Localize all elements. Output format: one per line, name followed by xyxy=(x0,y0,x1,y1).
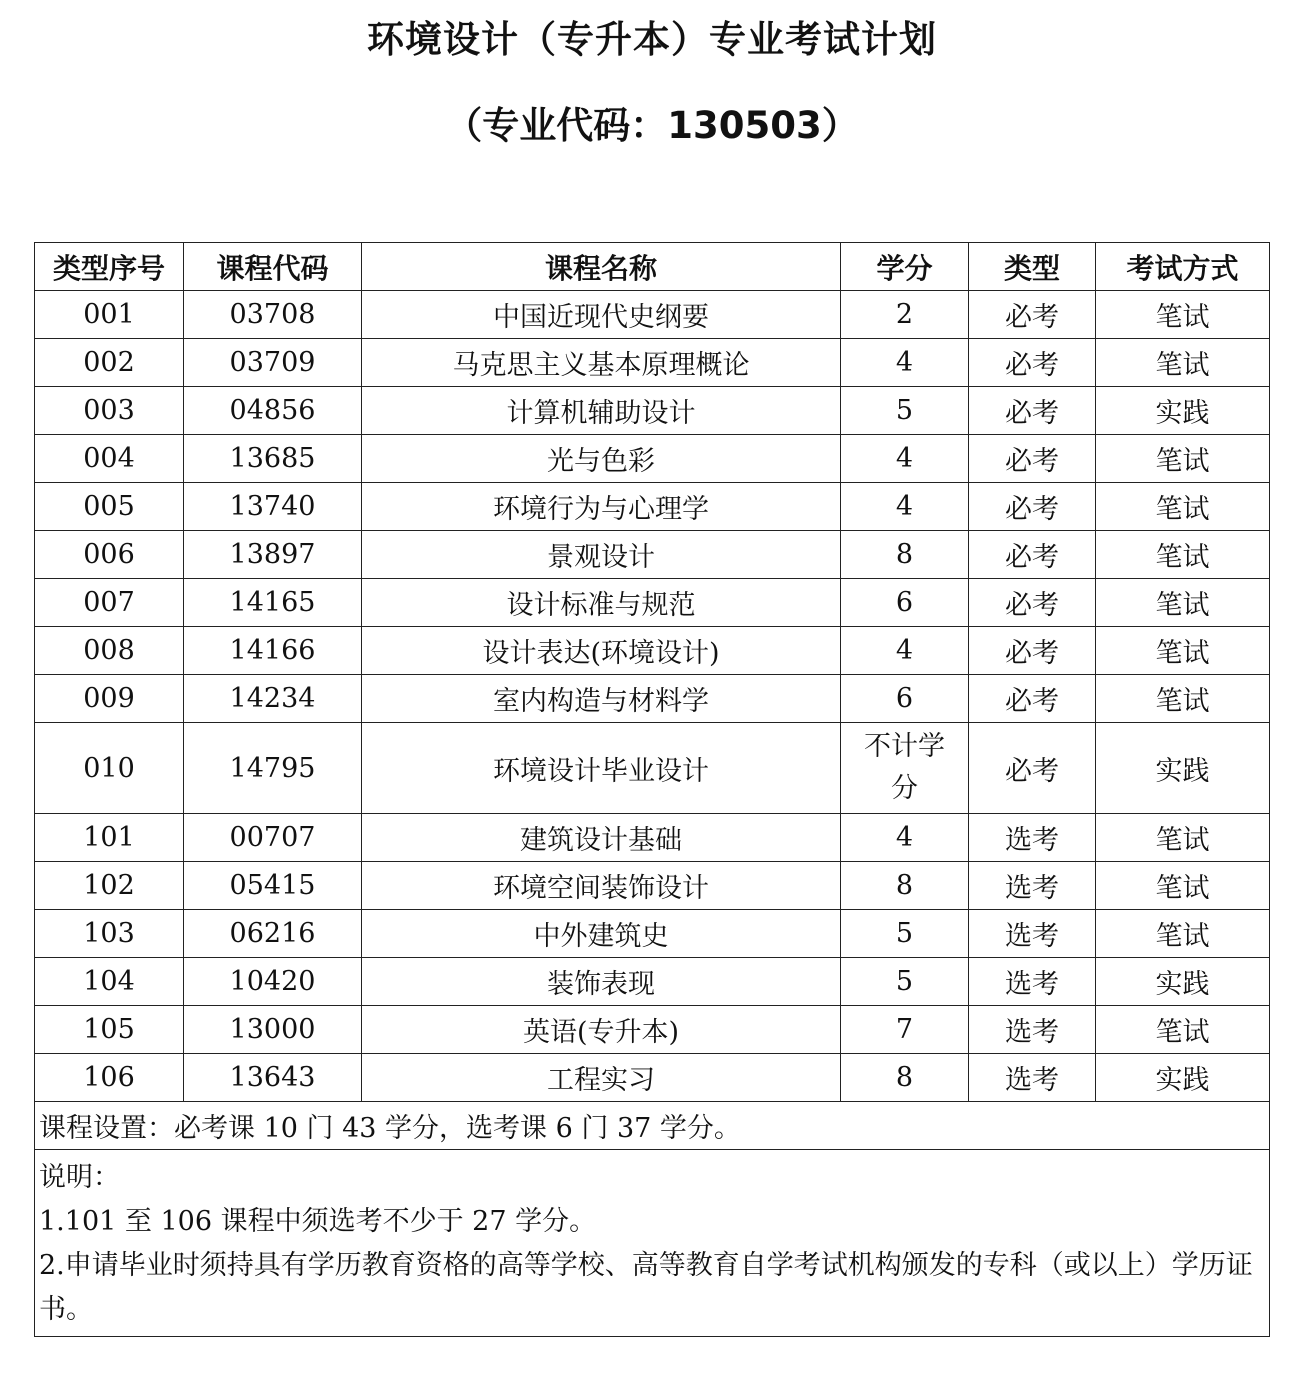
cell-type-number: 004 xyxy=(35,435,184,483)
cell-exam-method: 实践 xyxy=(1096,723,1270,814)
cell-exam-method: 笔试 xyxy=(1096,1006,1270,1054)
table-row xyxy=(35,814,1270,862)
cell-course-code: 13000 xyxy=(184,1006,362,1054)
header-type: 类型 xyxy=(969,243,1096,291)
cell-type: 选考 xyxy=(969,1054,1096,1102)
cell-course-code: 14795 xyxy=(184,723,362,814)
table-row xyxy=(35,1006,1270,1054)
cell-credits: 2 xyxy=(841,291,969,339)
cell-course-name: 建筑设计基础 xyxy=(362,814,841,862)
cell-credits: 7 xyxy=(841,1006,969,1054)
cell-type: 必考 xyxy=(969,531,1096,579)
cell-credits: 8 xyxy=(841,1054,969,1102)
cell-type-number: 001 xyxy=(35,291,184,339)
cell-course-code: 13897 xyxy=(184,531,362,579)
cell-course-name: 中国近现代史纲要 xyxy=(362,291,841,339)
cell-credits: 6 xyxy=(841,579,969,627)
cell-course-name: 环境空间装饰设计 xyxy=(362,862,841,910)
credits-not-counted-text: 不计学分 xyxy=(864,731,945,804)
cell-credits: 4 xyxy=(841,814,969,862)
cell-type-number: 101 xyxy=(35,814,184,862)
table-row xyxy=(35,291,1270,339)
cell-course-name: 室内构造与材料学 xyxy=(362,675,841,723)
cell-type-number: 106 xyxy=(35,1054,184,1102)
cell-credits: 4 xyxy=(841,627,969,675)
cell-course-name: 环境设计毕业设计 xyxy=(362,723,841,814)
document-title: 环境设计（专升本）专业考试计划 xyxy=(367,18,937,61)
cell-type: 选考 xyxy=(969,958,1096,1006)
cell-type-number: 009 xyxy=(35,675,184,723)
cell-type-number: 002 xyxy=(35,339,184,387)
table-row xyxy=(35,675,1270,723)
cell-course-name: 英语(专升本) xyxy=(362,1006,841,1054)
cell-type: 必考 xyxy=(969,579,1096,627)
cell-type-number: 003 xyxy=(35,387,184,435)
cell-course-name: 马克思主义基本原理概论 xyxy=(362,339,841,387)
cell-exam-method: 笔试 xyxy=(1096,339,1270,387)
cell-exam-method: 笔试 xyxy=(1096,531,1270,579)
table-body xyxy=(35,291,1270,1337)
cell-credits: 4 xyxy=(841,339,969,387)
cell-type-number: 010 xyxy=(35,723,184,814)
cell-credits: 4 xyxy=(841,435,969,483)
table-row xyxy=(35,1054,1270,1102)
cell-type: 必考 xyxy=(969,435,1096,483)
cell-type-number: 105 xyxy=(35,1006,184,1054)
cell-exam-method: 笔试 xyxy=(1096,862,1270,910)
cell-exam-method: 笔试 xyxy=(1096,435,1270,483)
note-item: 2.申请毕业时须持具有学历教育资格的高等学校、高等教育自学考试机构颁发的专科（或以上）学历证书。 xyxy=(39,1250,1253,1325)
cell-type: 选考 xyxy=(969,910,1096,958)
cell-credits: 4 xyxy=(841,483,969,531)
cell-type-number: 006 xyxy=(35,531,184,579)
cell-course-name: 光与色彩 xyxy=(362,435,841,483)
cell-exam-method: 实践 xyxy=(1096,958,1270,1006)
cell-credits: 6 xyxy=(841,675,969,723)
cell-type-number: 102 xyxy=(35,862,184,910)
table-row xyxy=(35,862,1270,910)
cell-type-number: 007 xyxy=(35,579,184,627)
cell-type: 必考 xyxy=(969,387,1096,435)
cell-course-name: 计算机辅助设计 xyxy=(362,387,841,435)
cell-type: 选考 xyxy=(969,862,1096,910)
cell-course-code: 00707 xyxy=(184,814,362,862)
cell-course-name: 设计表达(环境设计) xyxy=(362,627,841,675)
cell-course-name: 景观设计 xyxy=(362,531,841,579)
cell-credits: 8 xyxy=(841,862,969,910)
cell-course-name: 工程实习 xyxy=(362,1054,841,1102)
cell-type: 必考 xyxy=(969,723,1096,814)
cell-exam-method: 笔试 xyxy=(1096,627,1270,675)
cell-exam-method: 笔试 xyxy=(1096,579,1270,627)
cell-type: 必考 xyxy=(969,291,1096,339)
table-row xyxy=(35,339,1270,387)
header-type-number: 类型序号 xyxy=(35,243,184,291)
cell-course-code: 03709 xyxy=(184,339,362,387)
table-row xyxy=(35,531,1270,579)
cell-course-name: 设计标准与规范 xyxy=(362,579,841,627)
cell-type: 选考 xyxy=(969,1006,1096,1054)
cell-type-number: 103 xyxy=(35,910,184,958)
cell-exam-method: 笔试 xyxy=(1096,675,1270,723)
table-row xyxy=(35,483,1270,531)
notes-heading: 说明： xyxy=(39,1162,120,1193)
header-credits: 学分 xyxy=(841,243,969,291)
cell-exam-method: 实践 xyxy=(1096,387,1270,435)
cell-exam-method: 实践 xyxy=(1096,1054,1270,1102)
cell-type: 选考 xyxy=(969,814,1096,862)
cell-exam-method: 笔试 xyxy=(1096,291,1270,339)
cell-course-name: 装饰表现 xyxy=(362,958,841,1006)
cell-type-number: 104 xyxy=(35,958,184,1006)
cell-course-code: 10420 xyxy=(184,958,362,1006)
table-row xyxy=(35,958,1270,1006)
notes-row xyxy=(35,1150,1270,1337)
cell-course-code: 05415 xyxy=(184,862,362,910)
cell-credits: 5 xyxy=(841,958,969,1006)
cell-credits: 5 xyxy=(841,387,969,435)
cell-course-code: 14165 xyxy=(184,579,362,627)
cell-exam-method: 笔试 xyxy=(1096,483,1270,531)
exam-plan-table xyxy=(34,242,1270,1337)
course-summary: 课程设置：必考课 10 门 43 学分，选考课 6 门 37 学分。 xyxy=(35,1102,1270,1150)
table-row xyxy=(35,910,1270,958)
cell-credits: 5 xyxy=(841,910,969,958)
cell-type-number: 005 xyxy=(35,483,184,531)
cell-exam-method: 笔试 xyxy=(1096,814,1270,862)
cell-course-code: 04856 xyxy=(184,387,362,435)
table-row xyxy=(35,723,1270,814)
cell-course-code: 03708 xyxy=(184,291,362,339)
summary-row xyxy=(35,1102,1270,1150)
cell-exam-method: 笔试 xyxy=(1096,910,1270,958)
major-code-subtitle: （专业代码：130503） xyxy=(445,104,859,147)
cell-course-code: 13643 xyxy=(184,1054,362,1102)
header-exam-method: 考试方式 xyxy=(1096,243,1270,291)
cell-type: 必考 xyxy=(969,675,1096,723)
cell-course-name: 环境行为与心理学 xyxy=(362,483,841,531)
table-header-row xyxy=(35,243,1270,291)
cell-course-code: 14166 xyxy=(184,627,362,675)
cell-type: 必考 xyxy=(969,483,1096,531)
header-course-name: 课程名称 xyxy=(362,243,841,291)
note-item: 1.101 至 106 课程中须选考不少于 27 学分。 xyxy=(39,1206,597,1237)
table-row xyxy=(35,435,1270,483)
cell-type: 必考 xyxy=(969,339,1096,387)
table-row xyxy=(35,579,1270,627)
cell-course-code: 13740 xyxy=(184,483,362,531)
cell-credits xyxy=(841,723,969,814)
table-row xyxy=(35,387,1270,435)
cell-type-number: 008 xyxy=(35,627,184,675)
cell-course-code: 14234 xyxy=(184,675,362,723)
notes-section xyxy=(35,1150,1270,1337)
header-course-code: 课程代码 xyxy=(184,243,362,291)
cell-course-code: 06216 xyxy=(184,910,362,958)
cell-type: 必考 xyxy=(969,627,1096,675)
cell-credits: 8 xyxy=(841,531,969,579)
cell-course-name: 中外建筑史 xyxy=(362,910,841,958)
cell-course-code: 13685 xyxy=(184,435,362,483)
table-row xyxy=(35,627,1270,675)
